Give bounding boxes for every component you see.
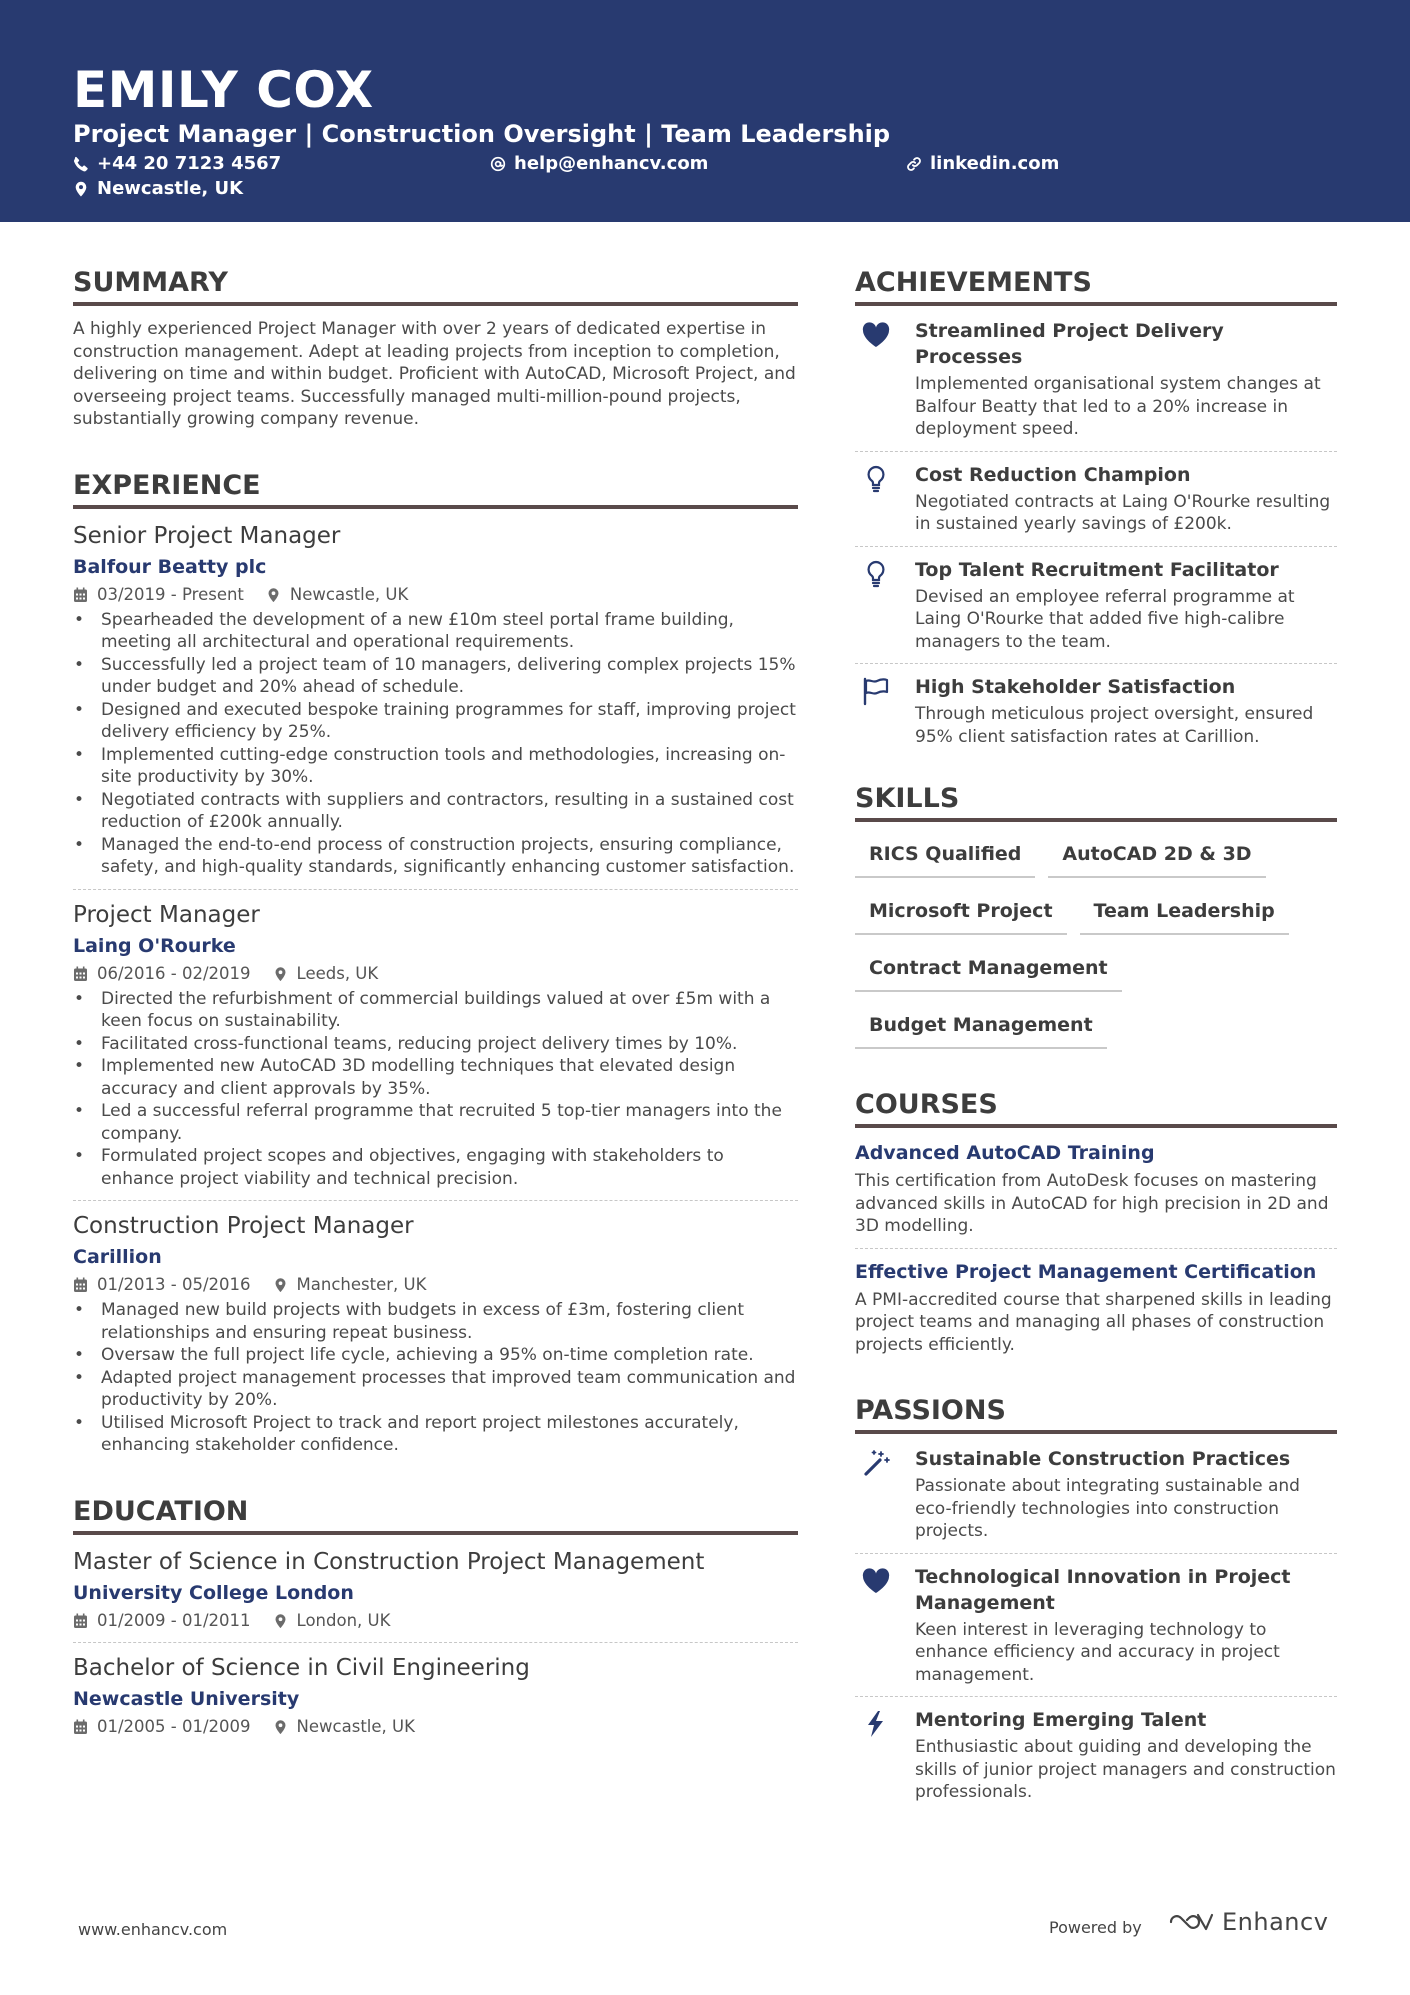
calendar-icon [73,1613,88,1629]
job-location-text: Newcastle, UK [289,584,409,604]
job-bullet: • Adapted project management processes that improved team communication and productivity by 20%. [73,1367,798,1412]
contact-location [73,177,243,201]
course-item [855,1140,1337,1238]
skill-tag: AutoCAD 2D & 3D [1048,834,1265,878]
section-title-education: EDUCATION [73,1495,798,1535]
location-pin-icon [273,1613,288,1629]
school-name: University College London [73,1581,354,1604]
calendar-icon [73,1277,88,1293]
passion-item [855,1446,1337,1553]
section-title-passions: PASSIONS [855,1394,1337,1434]
passion-item [855,1707,1337,1814]
lightbulb-icon [861,559,891,589]
entry-divider [73,889,798,890]
achievement-description: Negotiated contracts at Laing O'Rourke resulting in sustained yearly savings of £200k. [915,491,1331,534]
location-pin-icon [273,966,288,982]
achievement-description: Implemented organisational system changes at Balfour Beatty that led to a 20% increase in deployment speed. [915,374,1321,439]
location-pin-icon [73,181,89,197]
skill-tag: RICS Qualified [855,834,1035,878]
job-bullets [73,988,798,1191]
experience-section [73,469,798,1457]
job-bullet: • Negotiated contracts with suppliers and contractors, resulting in a sustained cost reduction of £200k annually. [73,789,798,834]
section-title-summary: SUMMARY [73,266,798,306]
contact-email[interactable] [490,152,708,176]
achievement-item [855,557,1337,664]
education-entry [73,1547,798,1632]
achievement-title: High Stakeholder Satisfaction [915,676,1236,698]
linkedin-link[interactable]: linkedin.com [930,153,1060,174]
contact-linkedin[interactable] [906,152,1059,176]
experience-entry [73,1211,798,1457]
job-dates: 01/2013 - 05/2016 [97,1275,251,1294]
achievement-title: Cost Reduction Champion [915,463,1191,486]
flag-icon [861,676,891,706]
courses-section [855,1088,1337,1356]
entry-divider [855,1553,1337,1554]
job-dates: 06/2016 - 02/2019 [97,963,251,983]
achievement-item [855,318,1337,451]
heart-icon [861,1566,891,1596]
passion-description: Enthusiastic about guiding and developing the skills of junior project managers and construction professionals. [915,1737,1336,1802]
job-title: Project Manager [73,901,260,928]
link-icon [906,156,922,172]
calendar-icon [73,966,88,982]
enhancv-logo-icon [1168,1909,1214,1935]
summary-text: A highly experienced Project Manager with over 2 years of dedicated expertise in construction management. Adept at leading projects from inception to completion, delivering on time and within budget. Proficient with AutoCAD, Microsoft Project, and overseeing project teams. Successfully managed multi-million-pound projects, substantially growing company revenue. [73,319,796,429]
education-meta [73,1716,798,1738]
skill-tag: Budget Management [855,1005,1107,1049]
course-title: Advanced AutoCAD Training [855,1142,1155,1164]
education-entry [73,1653,798,1738]
degree-title: Bachelor of Science in Civil Engineering [73,1654,530,1681]
education-dates: 01/2009 - 01/2011 [97,1610,251,1630]
job-title: Construction Project Manager [73,1213,414,1239]
passion-title: Sustainable Construction Practices [915,1448,1291,1470]
location-pin-icon [266,587,281,603]
entry-divider [73,1200,798,1201]
entry-divider [855,1696,1337,1697]
job-bullet: • Spearheaded the development of a new £10m steel portal frame building, meeting all architectural and operational requirements. [73,609,798,654]
job-bullet: • Directed the refurbishment of commercial buildings valued at over £5m with a keen focus on sustainability. [73,988,798,1033]
section-title-courses: COURSES [855,1088,1337,1128]
skill-tag: Team Leadership [1080,891,1289,935]
passions-section [855,1394,1337,1814]
job-location-text: Manchester, UK [296,1275,427,1294]
footer-brand-logo[interactable] [1168,1908,1328,1936]
education-meta [73,1610,798,1632]
calendar-icon [73,587,88,603]
achievement-title: Top Talent Recruitment Facilitator [915,558,1279,581]
phone-icon [73,156,89,172]
job-bullet: • Successfully led a project team of 10 managers, delivering complex projects 15% under budget and 20% ahead of schedule. [73,654,798,699]
entry-divider [73,1642,798,1643]
course-item [855,1259,1337,1357]
phone-text: +44 20 7123 4567 [97,153,282,174]
course-description: A PMI-accredited course that sharpened skills in leading project teams and managing all phases of construction projects efficiently. [855,1289,1332,1355]
location-pin-icon [273,1277,288,1293]
right-column [855,266,1337,1814]
job-location [273,1274,427,1296]
job-meta [73,963,798,985]
course-title: Effective Project Management Certification [855,1260,1317,1283]
skill-tag: Microsoft Project [855,891,1067,935]
candidate-name: EMILY COX [73,61,374,119]
job-bullet: • Managed the end-to-end process of construction projects, ensuring compliance, safety, and high-quality standards, significantly enhancing customer satisfaction. [73,834,798,879]
lightning-icon [861,1709,891,1739]
section-title-skills: SKILLS [855,782,1337,822]
left-column [73,266,798,1738]
skill-tag: Contract Management [855,948,1122,992]
heart-icon [861,320,891,350]
job-bullet: • Designed and executed bespoke training programmes for staff, improving project delivery efficiency by 25%. [73,699,798,744]
job-meta [73,584,798,606]
job-bullet: • Oversaw the full project life cycle, achieving a 95% on-time completion rate. [73,1344,798,1367]
passion-title: Technological Innovation in Project Management [915,1565,1291,1614]
passion-description: Passionate about integrating sustainable and eco-friendly technologies into construction projects. [915,1476,1300,1541]
candidate-tagline: Project Manager | Construction Oversight | Team Leadership [73,120,891,148]
job-dates: 03/2019 - Present [97,584,244,604]
skills-section [855,782,1337,1062]
skills-list [855,834,1337,1062]
location-text: Newcastle, UK [97,178,244,199]
degree-title: Master of Science in Construction Project Management [73,1548,705,1575]
entry-divider [855,1248,1337,1249]
job-bullet: • Led a successful referral programme that recruited 5 top-tier managers into the company. [73,1100,798,1145]
job-location [273,963,379,985]
achievement-title: Streamlined Project Delivery Processes [915,320,1224,368]
company-name: Carillion [73,1246,162,1268]
lightbulb-icon [861,464,891,494]
job-bullet: • Managed new build projects with budgets in excess of £3m, fostering client relationships and ensuring repeat business. [73,1299,798,1344]
job-bullets [73,609,798,879]
course-description: This certification from AutoDesk focuses on mastering advanced skills in AutoCAD for high precision in 2D and 3D modelling. [855,1171,1329,1236]
location-pin-icon [273,1719,288,1735]
job-bullet: • Implemented new AutoCAD 3D modelling techniques that elevated design accuracy and client approvals by 35%. [73,1055,798,1100]
education-location [273,1610,391,1632]
experience-entry [73,900,798,1191]
magic-wand-icon [861,1448,891,1478]
resume-header [0,0,1410,222]
education-dates: 01/2005 - 01/2009 [97,1716,251,1736]
education-location [273,1716,415,1738]
job-bullet: • Formulated project scopes and objectives, engaging with stakeholders to enhance project viability and technical precision. [73,1145,798,1190]
company-name: Balfour Beatty plc [73,555,267,578]
email-link[interactable]: help@enhancv.com [514,153,709,174]
education-section [73,1495,798,1738]
passion-description: Keen interest in leveraging technology to enhance efficiency and accuracy in project management. [915,1619,1280,1685]
achievement-description: Through meticulous project oversight, ensured 95% client satisfaction rates at Carillion. [915,704,1314,747]
job-meta [73,1274,798,1296]
contact-phone [73,152,281,176]
section-title-experience: EXPERIENCE [73,469,798,509]
company-name: Laing O'Rourke [73,934,236,957]
job-bullets [73,1299,798,1457]
at-icon [490,156,506,172]
job-bullet: • Utilised Microsoft Project to track and report project milestones accurately, enhancing stakeholder confidence. [73,1412,798,1457]
achievement-description: Devised an employee referral programme at Laing O'Rourke that added five high-calibre managers to the team. [915,586,1295,652]
calendar-icon [73,1719,88,1735]
passion-item [855,1564,1337,1697]
school-name: Newcastle University [73,1687,300,1710]
section-title-achievements: ACHIEVEMENTS [855,266,1337,306]
job-bullet: • Facilitated cross-functional teams, reducing project delivery times by 10%. [73,1033,798,1056]
job-location [266,584,408,606]
education-location-text: Newcastle, UK [296,1716,415,1736]
job-bullet: • Implemented cutting-edge construction tools and methodologies, increasing on-site productivity by 30%. [73,744,798,789]
footer-powered-by: Powered by [1049,1918,1142,1937]
job-title: Senior Project Manager [73,522,341,549]
entry-divider [855,663,1337,664]
footer-website[interactable]: www.enhancv.com [78,1920,228,1939]
entry-divider [855,451,1337,452]
job-location-text: Leeds, UK [296,963,379,983]
achievements-section [855,266,1337,758]
summary-section [73,266,798,431]
experience-entry [73,521,798,879]
education-location-text: London, UK [296,1610,391,1630]
footer-brand-name: Enhancv [1222,1908,1329,1936]
achievement-item [855,674,1337,758]
entry-divider [855,546,1337,547]
passion-title: Mentoring Emerging Talent [915,1709,1207,1731]
achievement-item [855,462,1337,546]
